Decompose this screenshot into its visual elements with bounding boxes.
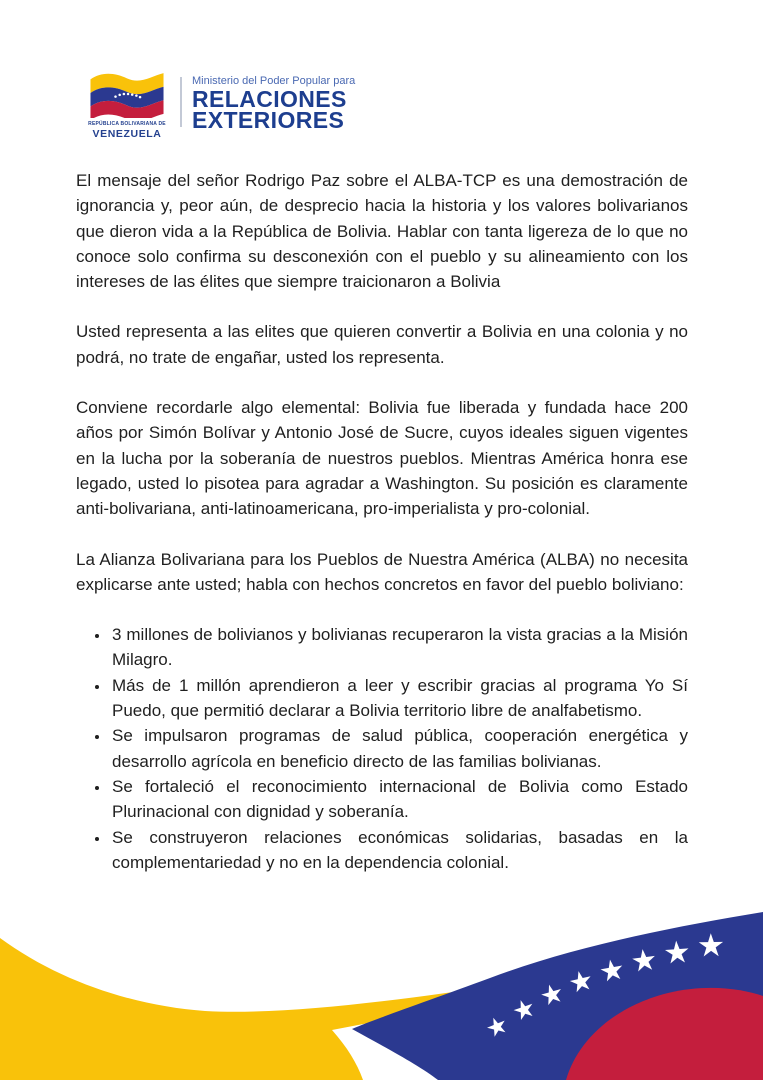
footer-stars xyxy=(484,933,723,1038)
statement-body xyxy=(76,168,688,875)
footer-blue-band xyxy=(352,912,763,1080)
list-item: • Se fortaleció el reconocimiento internacional de Bolivia como Estado Plurinacional con dignidad y soberanía. xyxy=(110,774,688,825)
paragraph-4: La Alianza Bolivariana para los Pueblos de Nuestra América (ALBA) no necesita explicarse ante usted; habla con hechos concretos en favor del pueblo boliviano: xyxy=(76,549,688,594)
flag-caption-line2: VENEZUELA xyxy=(92,128,162,140)
logo-divider xyxy=(180,77,182,127)
list-item: • Más de 1 millón aprendieron a leer y escribir gracias al programa Yo Sí Puedo, que permitió declarar a Bolivia territorio libre de analfabetismo. xyxy=(110,673,688,724)
list-item: • Se construyeron relaciones económicas solidarias, basadas en la complementariedad y no en la dependencia colonial. xyxy=(110,825,688,876)
footer-flag-wave-graphic xyxy=(0,900,763,1080)
ministry-title-line2: EXTERIORES xyxy=(192,107,345,133)
paragraph-2: Usted representa a las elites que quieren convertir a Bolivia en una colonia y no podrá, no trate de engañar, usted los representa. xyxy=(76,322,688,367)
flag-caption-line1: REPÚBLICA BOLIVARIANA DE xyxy=(88,121,166,127)
paragraph-3: Conviene recordarle algo elemental: Bolivia fue liberada y fundada hace 200 años por Simón Bolívar y Antonio José de Sucre, cuyos ideales siguen vigentes en la lucha por la soberanía de nuestros pueblos. Mientras América honra ese legado, usted lo pisotea para agradar a Washington. Su posición es claramente anti-bolivariana, anti-latinoamericana, pro-imperialista y pro-colonial. xyxy=(76,398,688,519)
list-item: • 3 millones de bolivianos y bolivianas recuperaron la vista gracias a la Misión Milagro. xyxy=(110,622,688,673)
list-item: • Se impulsaron programas de salud pública, cooperación energética y desarrollo agrícola en beneficio directo de las familias bolivianas. xyxy=(110,723,688,774)
ministry-wordmark xyxy=(192,75,355,135)
ministry-subtitle: Ministerio del Poder Popular para xyxy=(192,75,356,87)
achievements-list xyxy=(76,622,688,875)
flag-emblem xyxy=(86,70,168,140)
footer-red-dome xyxy=(566,988,763,1080)
footer-yellow-swoosh xyxy=(0,938,548,1080)
ministry-title-line1: RELACIONES xyxy=(192,86,347,112)
paragraph-1: El mensaje del señor Rodrigo Paz sobre el ALBA-TCP es una demostración de ignorancia y, peor aún, de desprecio hacia la historia y los valores bolivarianos que dieron vida a la República de Bolivia. Hablar con tanta ligereza de lo que no conoce solo confirma su desconexión con el pueblo y su alineamiento con los intereses de las élites que siempre traicionaron a Bolivia xyxy=(76,171,688,292)
ministry-logo xyxy=(86,70,355,140)
venezuela-flag-icon xyxy=(90,70,164,118)
